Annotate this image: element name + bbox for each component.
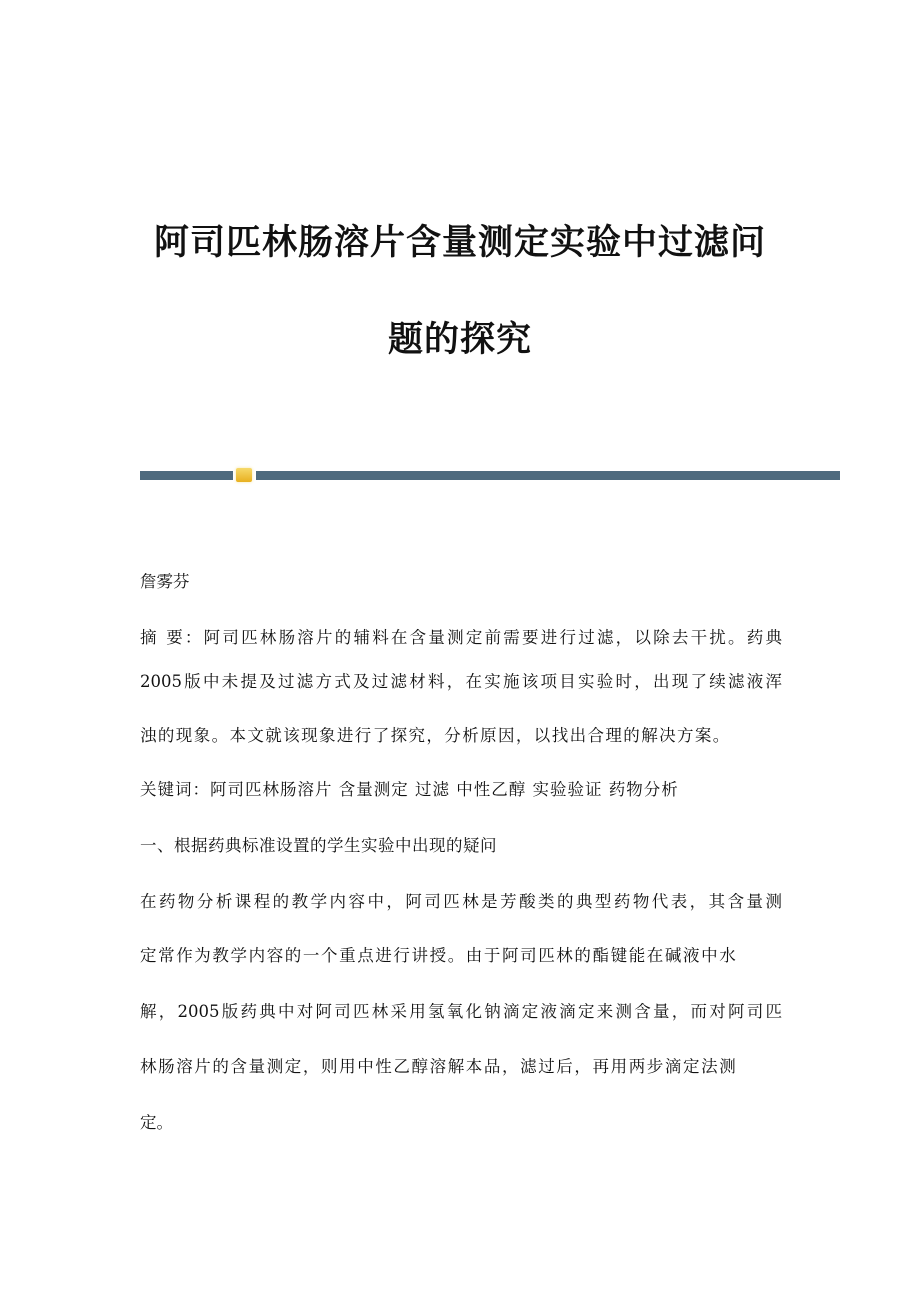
paragraph-line: 在药物分析课程的教学内容中，阿司匹林是芳酸类的典型药物代表，其含量测 (140, 892, 782, 911)
abstract-line: 摘 要：阿司匹林肠溶片的辅料在含量测定前需要进行过滤，以除去干扰。药典 (140, 628, 782, 647)
title-divider-left (140, 471, 233, 480)
author: 詹雾芬 (140, 572, 190, 591)
paragraph-line: 解，2005版药典中对阿司匹林采用氢氧化钠滴定液滴定来测含量，而对阿司匹 (140, 1002, 782, 1021)
keywords: 关键词：阿司匹林肠溶片 含量测定 过滤 中性乙醇 实验验证 药物分析 (140, 780, 679, 799)
section-heading: 一、根据药典标准设置的学生实验中出现的疑问 (140, 836, 497, 855)
paragraph-line: 林肠溶片的含量测定，则用中性乙醇溶解本品，滤过后，再用两步滴定法测 (140, 1057, 738, 1076)
document-title-line-2: 题的探究 (387, 320, 532, 360)
paragraph-line: 定常作为教学内容的一个重点进行讲授。由于阿司匹林的酯键能在碱液中水 (140, 946, 738, 965)
paragraph-line: 定。 (140, 1113, 173, 1132)
abstract-line: 浊的现象。本文就该现象进行了探究，分析原因，以找出合理的解决方案。 (140, 726, 731, 745)
divider-ornament-icon (236, 468, 252, 482)
abstract-line: 2005版中未提及过滤方式及过滤材料，在实施该项目实验时，出现了续滤液浑 (140, 672, 782, 691)
document-title-line-1: 阿司匹林肠溶片含量测定实验中过滤问 (153, 223, 766, 263)
title-divider-right (256, 471, 840, 480)
